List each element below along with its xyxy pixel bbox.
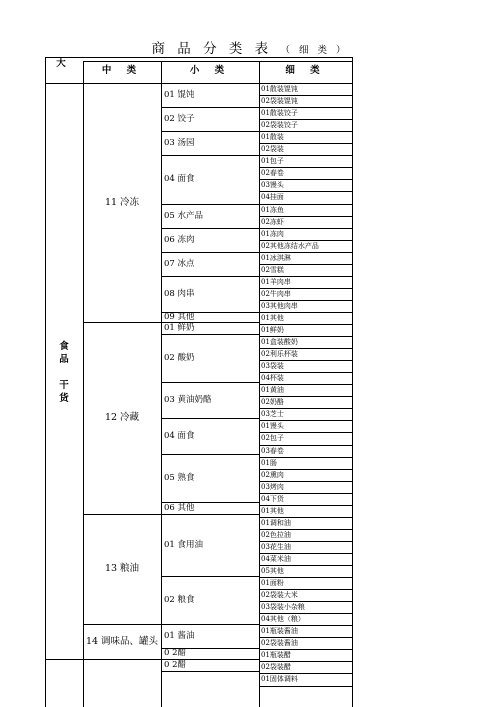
small-category-cell: 0 2醋 — [164, 660, 187, 670]
fine-category-cell: 03春卷 — [261, 447, 284, 455]
fine-category-cell: 03烤肉 — [261, 483, 284, 491]
medium-category-cell: 12 冷藏 — [104, 412, 140, 423]
fine-category-cell: 02牛肉串 — [261, 290, 291, 298]
fine-category-cell: 02袋装大米 — [261, 591, 298, 599]
fine-category-cell: 03其他肉串 — [261, 302, 298, 310]
fine-category-cell: 01肠 — [261, 459, 277, 467]
fine-category-cell: 02奶酪 — [261, 398, 284, 406]
fine-category-cell: 04其他（粮） — [261, 615, 305, 623]
fine-category-cell: 01瓶装酱油 — [261, 627, 298, 635]
small-category-cell: 07 冰点 — [164, 259, 195, 269]
table-border-top — [45, 57, 353, 58]
fine-category-cell: 02春卷 — [261, 169, 284, 177]
small-category-cell: 02 饺子 — [164, 114, 195, 124]
fine-category-cell: 02利乐杯装 — [261, 350, 298, 358]
fine-category-cell: 01冻鱼 — [261, 206, 284, 214]
small-category-cell: 01 食用油 — [164, 540, 204, 550]
fine-category-cell: 01羊肉串 — [261, 278, 291, 286]
fine-category-cell: 01调和油 — [261, 519, 291, 527]
fine-category-cell: 02袋装馄饨 — [261, 97, 298, 105]
small-category-cell: 01 鲜奶 — [164, 323, 195, 333]
small-category-cell: 03 汤园 — [164, 138, 195, 148]
medium-category-cell: 13 粮油 — [104, 563, 140, 574]
small-category-cell: 0 2醋 — [164, 648, 187, 658]
fine-row-divider — [259, 686, 352, 687]
fine-category-cell: 04菜米油 — [261, 555, 291, 563]
fine-category-cell: 01散装饺子 — [261, 109, 298, 117]
fine-category-cell: 02色拉油 — [261, 531, 291, 539]
small-category-cell: 09 其他 — [164, 312, 195, 322]
small-category-cell: 03 黄油奶酪 — [164, 395, 212, 405]
fine-category-cell: 01面粉 — [261, 579, 284, 587]
table-border-left — [45, 57, 46, 707]
fine-category-cell: 03芝士 — [261, 410, 284, 418]
fine-category-cell: 01冰淇淋 — [261, 254, 291, 262]
fine-category-cell: 02袋装饺子 — [261, 121, 298, 129]
small-category-cell: 01 馄饨 — [164, 90, 195, 100]
page-title: 商 品 分 类 表 （ 细 类 ） — [151, 41, 349, 57]
small-category-cell: 01 酱油 — [164, 631, 195, 641]
fine-category-cell: 01固体调料 — [261, 675, 298, 683]
fine-category-cell: 03馒头 — [261, 181, 284, 189]
fine-category-cell: 01包子 — [261, 157, 284, 165]
fine-category-cell: 03袋装 — [261, 362, 284, 370]
small-category-cell: 06 冻肉 — [164, 235, 195, 245]
medium-category-cell: 14 调味品、罐头 — [85, 636, 159, 647]
fine-category-cell: 02袋装 — [261, 145, 284, 153]
large-category: 食 品 干 货 — [59, 341, 69, 404]
fine-category-cell: 02包子 — [261, 434, 284, 442]
fine-category-cell: 01鲜奶 — [261, 326, 284, 334]
fine-category-cell: 01散装馄饨 — [261, 85, 298, 93]
fine-category-cell: 01冻肉 — [261, 230, 284, 238]
small-category-cell: 02 粮食 — [164, 595, 195, 605]
small-category-cell: 04 面食 — [164, 431, 195, 441]
header-small: 小 类 — [189, 65, 231, 76]
fine-category-cell: 01其他 — [261, 507, 284, 515]
small-category-cell: 05 熟食 — [164, 473, 195, 483]
fine-category-cell: 04挂面 — [261, 193, 284, 201]
small-category-cell: 06 其他 — [164, 503, 195, 513]
fine-category-cell: 03花生油 — [261, 543, 291, 551]
table-border-right — [352, 57, 353, 707]
header-subtop — [83, 61, 353, 62]
header-fine: 细 类 — [285, 65, 326, 76]
fine-category-cell: 01黄油 — [261, 386, 284, 394]
medium-category-cell: 11 冷冻 — [104, 197, 140, 208]
fine-category-cell: 01盒装酸奶 — [261, 338, 298, 346]
fine-category-cell: 04杯装 — [261, 374, 284, 382]
fine-category-cell: 01瓶装醋 — [261, 651, 291, 659]
small-row-divider — [161, 671, 259, 672]
small-category-cell: 02 酸奶 — [164, 353, 195, 363]
header-medium: 中 类 — [101, 65, 143, 76]
fine-category-cell: 03袋装小杂粮 — [261, 603, 305, 611]
fine-category-cell: 05其他 — [261, 567, 284, 575]
fine-category-cell: 02雪糕 — [261, 266, 284, 274]
fine-category-cell: 01馒头 — [261, 422, 284, 430]
fine-category-cell: 04下货 — [261, 495, 284, 503]
fine-category-cell: 01其他 — [261, 314, 284, 322]
small-category-cell: 04 面食 — [164, 174, 195, 184]
medium-row-divider — [83, 659, 161, 660]
small-category-cell: 05 水产品 — [164, 211, 204, 221]
small-category-cell: 08 肉串 — [164, 289, 195, 299]
fine-category-cell: 02冻虾 — [261, 218, 284, 226]
header-large: 大 — [56, 58, 72, 69]
large-block-divider — [45, 659, 83, 660]
fine-category-cell: 02熏肉 — [261, 471, 284, 479]
fine-category-cell: 01散装 — [261, 133, 284, 141]
fine-category-cell: 02袋装酱油 — [261, 639, 298, 647]
fine-category-cell: 02其他冻结水产品 — [261, 242, 319, 250]
fine-category-cell: 02袋装醋 — [261, 663, 291, 671]
